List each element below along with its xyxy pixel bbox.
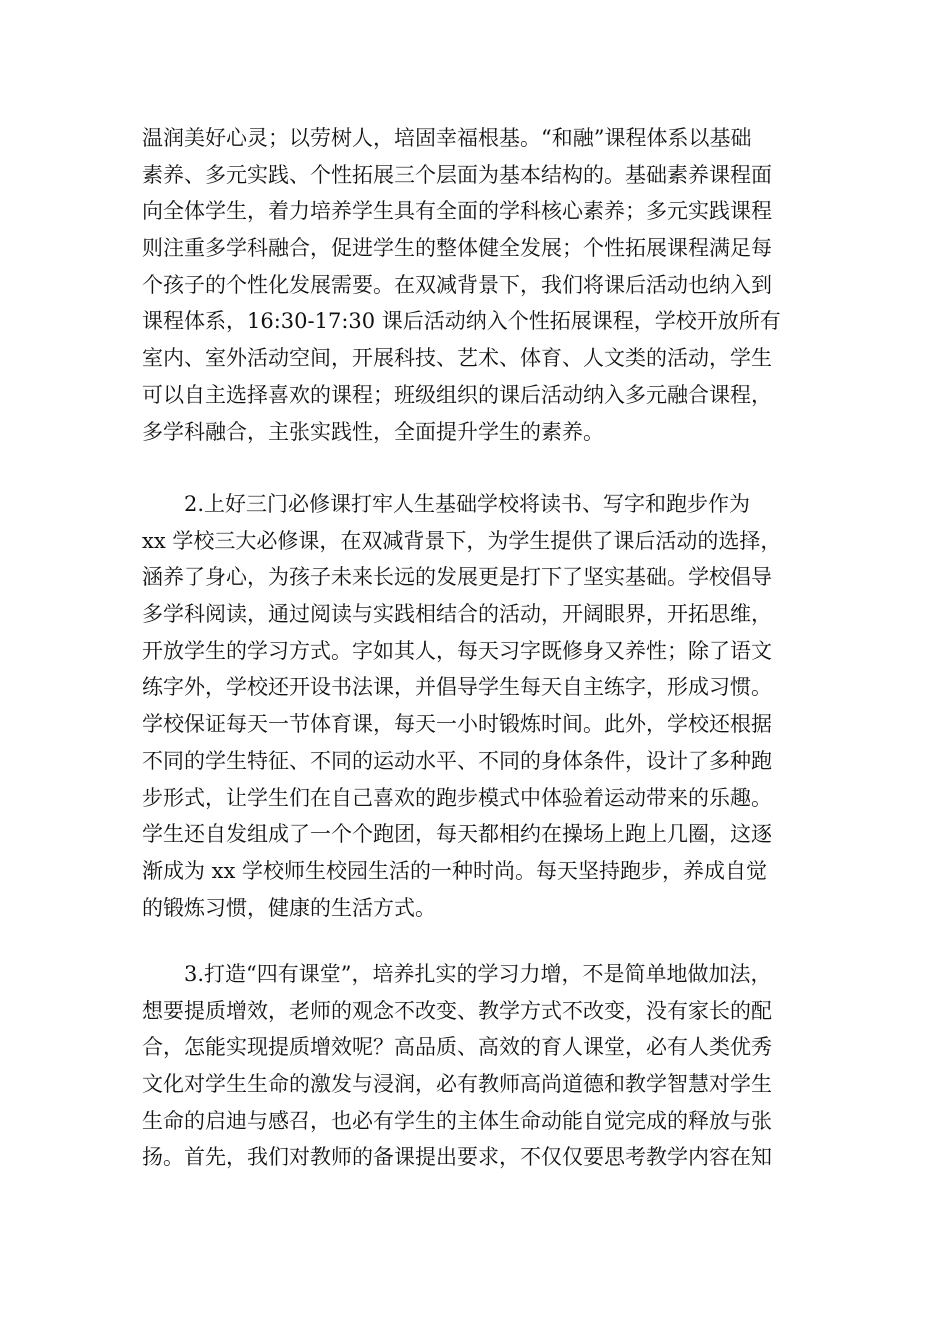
text-line: 个孩子的个性化发展需要。在双减背景下，我们将课后活动也纳入到 [142,272,772,297]
text-line: 扬。首先，我们对教师的备课提出要求，不仅仅要思考教学内容在知 [142,1145,772,1170]
paragraph-1 [142,120,822,450]
text-line: 室内、室外活动空间，开展科技、艺术、体育、人文类的活动，学生 [142,346,772,371]
paragraph-2 [142,486,822,926]
text-line: 则注重多学科融合，促进学生的整体健全发展；个性拓展课程满足每 [142,236,772,261]
text-line: 多学科阅读，通过阅读与实践相结合的活动，开阔眼界，开拓思维， [142,602,772,627]
text-line: 步形式，让学生们在自己喜欢的跑步模式中体验着运动带来的乐趣。 [142,785,772,810]
text-line: 2.上好三门必修课打牢人生基础学校将读书、写字和跑步作为 [184,492,751,516]
text-line: 素养、多元实践、个性拓展三个层面为基本结构的。基础素养课程面 [142,162,772,187]
text-line: 开放学生的学习方式。字如其人，每天习字既修身又养性；除了语文 [142,638,772,663]
text-line: 想要提质增效，老师的观念不改变、教学方式不改变，没有家长的配 [142,998,772,1023]
text-line: 不同的学生特征、不同的运动水平、不同的身体条件，设计了多种跑 [142,748,772,773]
text-line: 温润美好心灵；以劳树人，培固幸福根基。“和融”课程体系以基础 [142,126,752,150]
text-line: 课程体系，16:30-17:30 课后活动纳入个性拓展课程，学校开放所有 [142,309,781,334]
text-line: 练字外，学校还开设书法课，并倡导学生每天自主练字，形成习惯。 [142,675,772,700]
text-line: 的锻炼习惯，健康的生活方式。 [142,895,436,920]
text-line: 多学科融合，主张实践性，全面提升学生的素养。 [142,419,604,444]
paragraph-3 [142,956,822,1176]
text-line: 渐成为 xx 学校师生校园生活的一种时尚。每天坚持跑步，养成自觉 [142,858,768,883]
text-line: xx 学校三大必修课，在双减背景下，为学生提供了课后活动的选择， [142,528,782,553]
text-line: 3.打造“四有课堂”，培养扎实的学习力增，不是简单地做加法， [184,962,772,986]
text-line: 学校保证每天一节体育课，每天一小时锻炼时间。此外，学校还根据 [142,712,772,737]
text-line: 学生还自发组成了一个个跑团，每天都相约在操场上跑上几圈，这逐 [142,822,772,847]
text-line: 向全体学生，着力培养学生具有全面的学科核心素养；多元实践课程 [142,199,772,224]
text-line: 生命的启迪与感召，也必有学生的主体生命动能自觉完成的释放与张 [142,1108,772,1133]
text-line: 合，怎能实现提质增效呢？高品质、高效的育人课堂，必有人类优秀 [142,1035,772,1060]
text-line: 文化对学生生命的激发与浸润，必有教师高尚道德和教学智慧对学生 [142,1072,772,1097]
text-line: 涵养了身心，为孩子未来长远的发展更是打下了坚实基础。学校倡导 [142,565,772,590]
text-line: 可以自主选择喜欢的课程；班级组织的课后活动纳入多元融合课程， [142,382,772,407]
